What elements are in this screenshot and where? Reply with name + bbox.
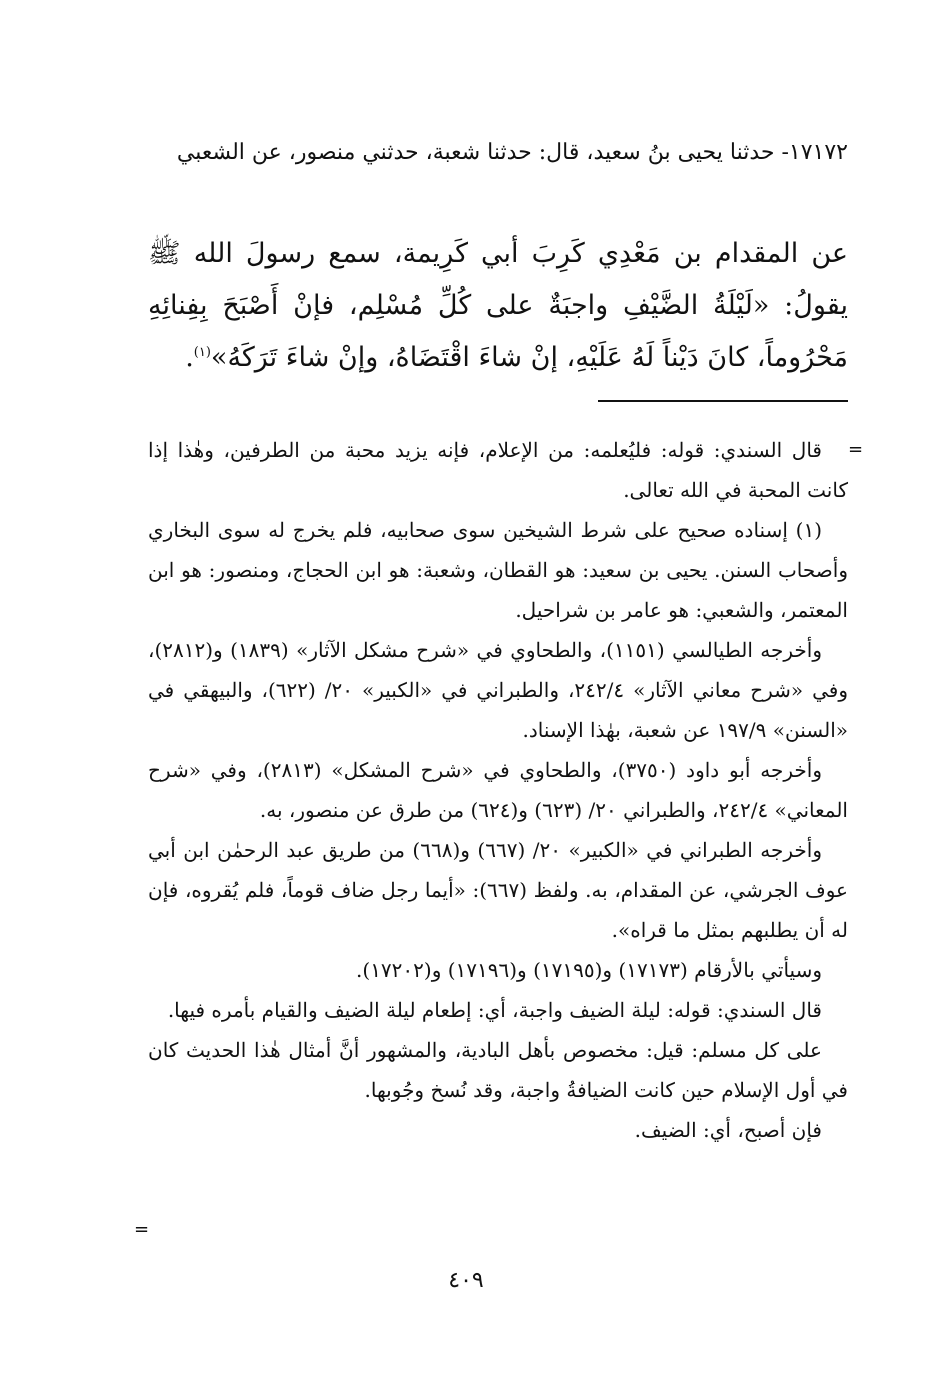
footnote-paragraph: وأخرجه أبو داود (٣٧٥٠)، والطحاوي في «شرح المشكل» (٢٨١٣)، وفي «شرح المعاني» ٢٤٢/٤، والطبراني ٢٠/ (٦٢٣) و(٦٢٤) من طرق عن منصور، به. xyxy=(148,758,848,822)
footnote-reference[interactable]: (١) xyxy=(193,345,211,360)
footnote-continues-marker: = xyxy=(134,1219,150,1240)
footnote-divider xyxy=(598,400,848,402)
footnotes-section xyxy=(148,430,848,1150)
footnote-paragraph: وأخرجه الطيالسي (١١٥١)، والطحاوي في «شرح مشكل الآثار» (١٨٣٩) و(٢٨١٢)، وفي «شرح معاني الآثار» ٢٤٢/٤، والطبراني في «الكبير» ٢٠/ (٦٢٢)، والبيهقي في «السنن» ١٩٧/٩ عن شعبة، بهٰذا الإسناد. xyxy=(148,638,849,742)
footnote-paragraph: قال السندي: قوله: فليُعلمه: من الإعلام، فإنه يزيد محبة من الطرفين، وهٰذا إذا كانت المحبة في الله تعالى. xyxy=(148,438,848,502)
footnote-paragraph: على كل مسلم: قيل: مخصوص بأهل البادية، والمشهور أنَّ أمثال هٰذا الحديث كان في أول الإسلام حين كانت الضيافةُ واجبة، وقد نُسخ وجُوبها. xyxy=(148,1038,848,1102)
hadith-isnad xyxy=(148,130,848,176)
hadith-matn xyxy=(148,228,848,384)
footnote-paragraph: (١) إسناده صحيح على شرط الشيخين سوى صحابيه، فلم يخرج له سوى البخاري وأصحاب السنن. يحيى بن سعيد: هو القطان، وشعبة: هو ابن الحجاج، ومنصور: هو ابن المعتمر، والشعبي: هو عامر بن شراحيل. xyxy=(148,518,848,622)
footnote-paragraph: فإن أصبح، أي: الضيف. xyxy=(634,1118,822,1142)
footnote-continued-marker: = xyxy=(848,439,864,460)
footnote-paragraph: وأخرجه الطبراني في «الكبير» ٢٠/ (٦٦٧) و(٦٦٨) من طريق عبد الرحمٰن ابن أبي عوف الجرشي، عن المقدام، به. ولفظ (٦٦٧): «أيما رجل ضاف قوماً، فلم يُقروه، فإن له أن يطلبهم بمثل ما قراه». xyxy=(148,838,848,942)
footnote-paragraph: وسيأتي بالأرقام (١٧١٧٣) و(١٧١٩٥) و(١٧١٩٦) و(١٧٢٠٢). xyxy=(356,958,822,982)
footnote-paragraph: قال السندي: قوله: ليلة الضيف واجبة، أي: إطعام ليلة الضيف والقيام بأمره فيها. xyxy=(167,998,822,1022)
matn-end: . xyxy=(185,342,194,373)
isnad-text: ١٧١٧٢- حدثنا يحيى بنُ سعيد، قال: حدثنا شعبة، حدثني منصور، عن الشعبي xyxy=(176,140,848,165)
matn-text: عن المقدام بن مَعْدِي كَرِبَ أبي كَرِيمة، سمع رسولَ الله ﷺ يقولُ: «لَيْلَةُ الضَّيْفِ واجبَةٌ على كُلِّ مُسْلِم، فإنْ أَصْبَحَ بِفِنائِهِ مَحْرُوماً، كانَ دَيْناً لَهُ عَلَيْهِ، إنْ شاءَ اقْتَضَاهُ، وإنْ شاءَ تَرَكَهُ» xyxy=(148,238,848,373)
page-number: ٤٠٩ xyxy=(448,1268,484,1293)
